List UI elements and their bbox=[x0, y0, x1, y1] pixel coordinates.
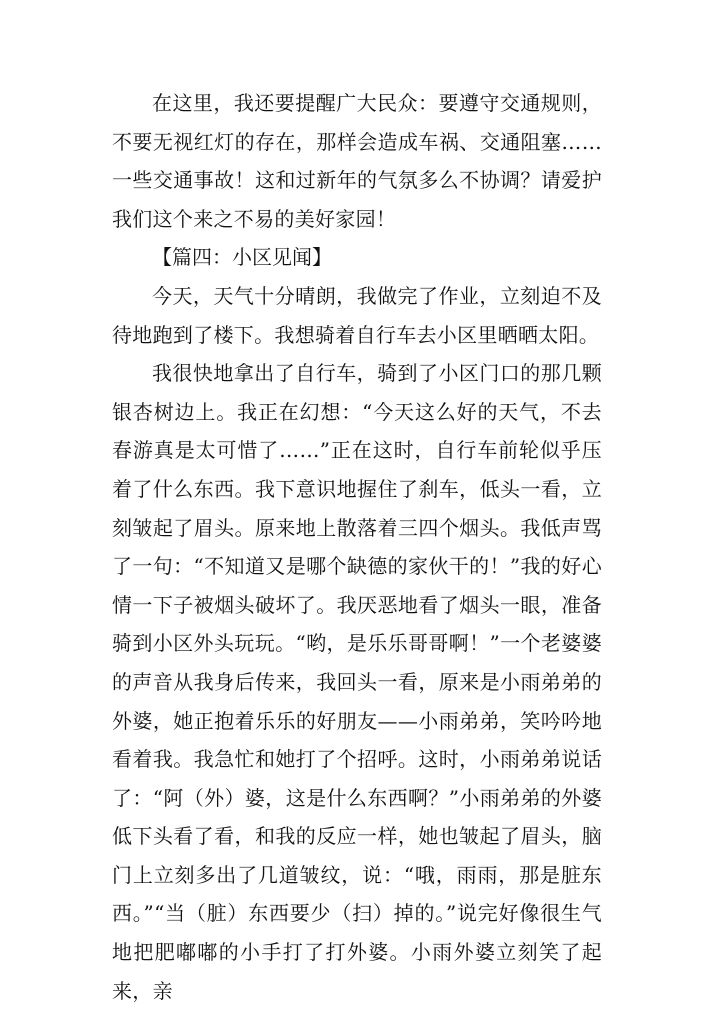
paragraph-traffic-reminder: 在这里，我还要提醒广大民众：要遵守交通规则，不要无视红灯的存在，那样会造成车祸、交通阻塞……一些交通事故！这和过新年的气氛多么不协调？请爱护我们这个来之不易的美好家园！ bbox=[112, 91, 602, 231]
document-body bbox=[112, 84, 602, 1010]
section-heading: 【篇四：小区见闻】 bbox=[152, 245, 332, 270]
paragraph-cigarette-butts: 我很快地拿出了自行车，骑到了小区门口的那几颗银杏树边上。我正在幻想：“今天这么好的天气，不去春游真是太可惜了……”正在这时，自行车前轮似乎压着了什么东西。我下意识地握住了刹车，低头一看，立刻皱起了眉头。原来地上散落着三四个烟头。我低声骂了一句：“不知道又是哪个缺德的家伙干的！”我的好心情一下子被烟头破坏了。我厌恶地看了烟头一眼，准备骑到小区外头玩玩。“哟，是乐乐哥哥啊！”一个老婆婆的声音从我身后传来，我回头一看，原来是小雨弟弟的外婆，她正抱着乐乐的好朋友——小雨弟弟，笑吟吟地看着我。我急忙和她打了个招呼。这时，小雨弟弟说话了：“阿（外）婆，这是什么东西啊？”小雨弟弟的外婆低下头看了看，和我的反应一样，她也皱起了眉头，脑门上立刻多出了几道皱纹，说：“哦，雨雨，那是脏东西。”“当（脏）东西要少（扫）掉的。”说完好像很生气地把肥嘟嘟的小手打了打外婆。小雨外婆立刻笑了起来，亲 bbox=[112, 361, 602, 1003]
paragraph-sunny-day: 今天，天气十分晴朗，我做完了作业，立刻迫不及待地跑到了楼下。我想骑着自行车去小区里晒晒太阳。 bbox=[112, 283, 602, 347]
